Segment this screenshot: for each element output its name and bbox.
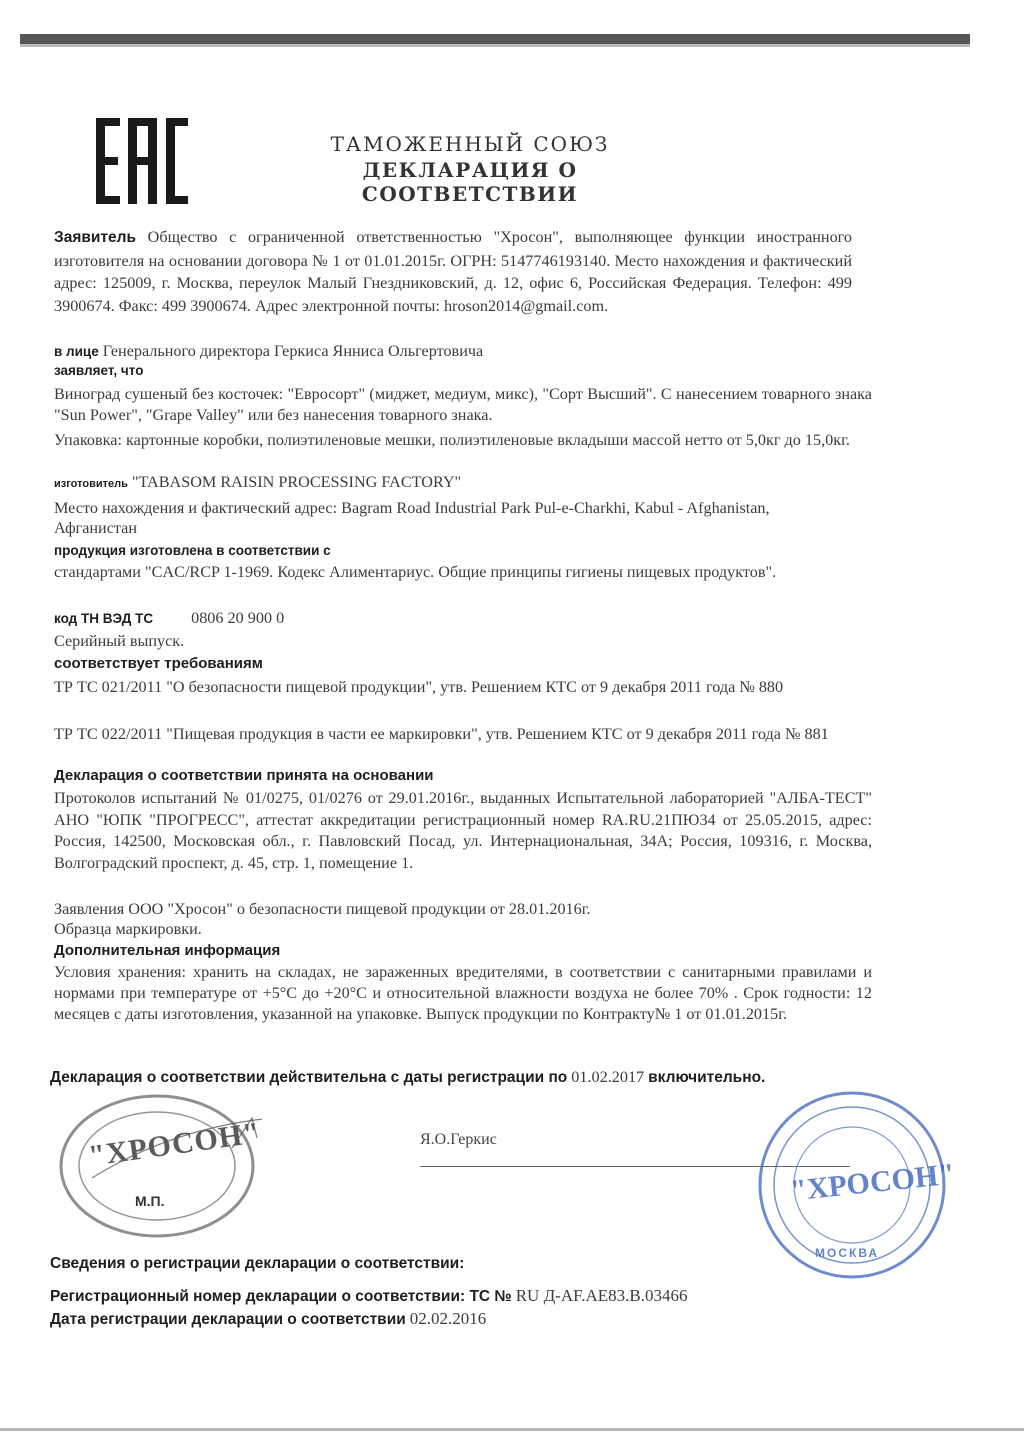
stamp-left-mp: М.П.: [135, 1193, 165, 1209]
applicant-label: Заявитель: [54, 229, 137, 246]
scan-top-border-shadow: [20, 44, 970, 47]
basis-statement: Заявления ООО "Хросон" о безопасности пищевой продукции от 28.01.2016г.: [54, 900, 591, 918]
additional-info-label: Дополнительная информация: [54, 942, 281, 959]
validity-line: [50, 1068, 765, 1087]
basis-sample: Образца маркировки.: [54, 920, 202, 938]
packaging-description: Упаковка: картонные коробки, полиэтиленовые мешки, полиэтиленовые вкладыши массой нетто от 5,0кг до 15,0кг.: [54, 431, 850, 449]
registration-date-label: Дата регистрации декларации о соответствии: [50, 1311, 406, 1328]
validity-label: Декларация о соответствии действительна с даты регистрации по: [50, 1069, 568, 1086]
validity-suffix: включительно.: [648, 1069, 766, 1086]
declares-label: заявляет, что: [54, 363, 144, 378]
represented-label: в лице: [54, 344, 99, 359]
tnved-code: 0806 20 900 0: [191, 609, 285, 627]
company-stamp-left: [52, 1088, 262, 1248]
produced-label: продукция изготовлена в соответствии с: [54, 543, 331, 558]
registration-heading: Сведения о регистрации декларации о соответствии:: [50, 1255, 465, 1272]
scan-top-border: [20, 34, 970, 44]
manufacturer-label: изготовитель: [54, 478, 128, 490]
applicant-block: [54, 226, 852, 317]
registration-number-line: [50, 1286, 687, 1306]
manufacturer-address: Место нахождения и фактический адрес: Bagram Road Industrial Park Pul-e-Charkhi, Kabul - Afghanistan, Афганистан: [54, 499, 770, 537]
header-customs-union: ТАМОЖЕННЫЙ СОЮЗ: [330, 132, 610, 156]
header-declaration-title: ДЕКЛАРАЦИЯ О СООТВЕТСТВИИ: [361, 158, 579, 206]
stamp-right-name: "ХРОСОН": [788, 1157, 957, 1208]
produced-standards: стандартами "CAC/RCP 1-1969. Кодекс Алиментариус. Общие принципы гигиены пищевых продуктов".: [54, 563, 777, 581]
stamp-left-name: "ХРОСОН": [86, 1116, 263, 1173]
registration-date-line: [50, 1309, 486, 1329]
compliance-tr-022: ТР ТС 022/2011 "Пищевая продукция в части ее маркировки", утв. Решением КТС от 9 декабря 2011 года № 881: [54, 725, 829, 743]
compliance-tr-021: ТР ТС 021/2011 "О безопасности пищевой продукции", утв. Решением КТС от 9 декабря 2011 года № 880: [54, 678, 784, 696]
compliance-label: соответствует требованиям: [54, 655, 263, 672]
registration-date-value: 02.02.2016: [409, 1309, 487, 1328]
manufacturer-name: "TABASOM RAISIN PROCESSING FACTORY": [131, 473, 462, 491]
registration-number-value: RU Д-AF.AE83.B.03466: [515, 1286, 688, 1305]
stamp-right-city: МОСКВА: [815, 1246, 880, 1260]
document-header: [270, 132, 670, 206]
basis-label: Декларация о соответствии принята на основании: [54, 767, 434, 784]
validity-date: 01.02.2017: [571, 1068, 645, 1086]
scan-bottom-border: [0, 1428, 1024, 1431]
applicant-text: Общество с ограниченной ответственностью "Хросон", выполняющее функции иностранного изготовителя на основании договора № 1 от 01.01.2015г. ОГРН: 5147746193140. Место нахождения и фактический адрес: 125009, г. Москва, переулок Малый Гнездниковский, д. 12, офис 6, Российская Федерация. Телефон: 499 3900674. Факс: 499 3900674. Адрес электронной почты: hroson2014@gmail.com.: [54, 228, 852, 315]
represented-text: Генерального директора Геркиса Янниса Ольгертовича: [102, 342, 484, 360]
tnved-line: [54, 609, 284, 628]
tnved-label: код ТН ВЭД ТС: [54, 611, 154, 626]
manufacturer-line: [54, 473, 461, 492]
basis-protocols: Протоколов испытаний № 01/0275, 01/0276 от 29.01.2016г., выданных Испытательной лабораторией "АЛБА-ТЕСТ" АНО "ЮПК "ПРОГРЕСС", аттестат аккредитации регистрационный номер RA.RU.21ПЮ34 от 25.05.2015, адрес: Россия, 142500, Московская обл., г. Павловский Посад, ул. Интернациональная, 34А; Россия, 109316, г. Москва, Волгоградский проспект, д. 45, стр. 1, помещение 1.: [54, 789, 872, 872]
represented-line: [54, 342, 483, 361]
signer-name: Я.О.Геркис: [420, 1131, 497, 1148]
additional-info-text: Условия хранения: хранить на складах, не зараженных вредителями, в соответствии с санитарными правилами и нормами при температуре от +5°С до +20°С и относительной влажности воздуха не более 70% . Срок годности: 12 месяцев с даты изготовления, указанной на упаковке. Выпуск продукции по Контракту№ 1 от 01.01.2015г.: [54, 963, 872, 1023]
serial-release: Серийный выпуск.: [54, 632, 185, 650]
product-description: Виноград сушеный без косточек: "Евросорт" (миджет, медиум, микс), "Сорт Высший". С нанесением товарного знака "Sun Power", "Grape Valley" или без нанесения товарного знака.: [54, 385, 872, 424]
registration-number-label: Регистрационный номер декларации о соответствии: ТС №: [50, 1288, 512, 1305]
eac-logo: [96, 118, 188, 204]
